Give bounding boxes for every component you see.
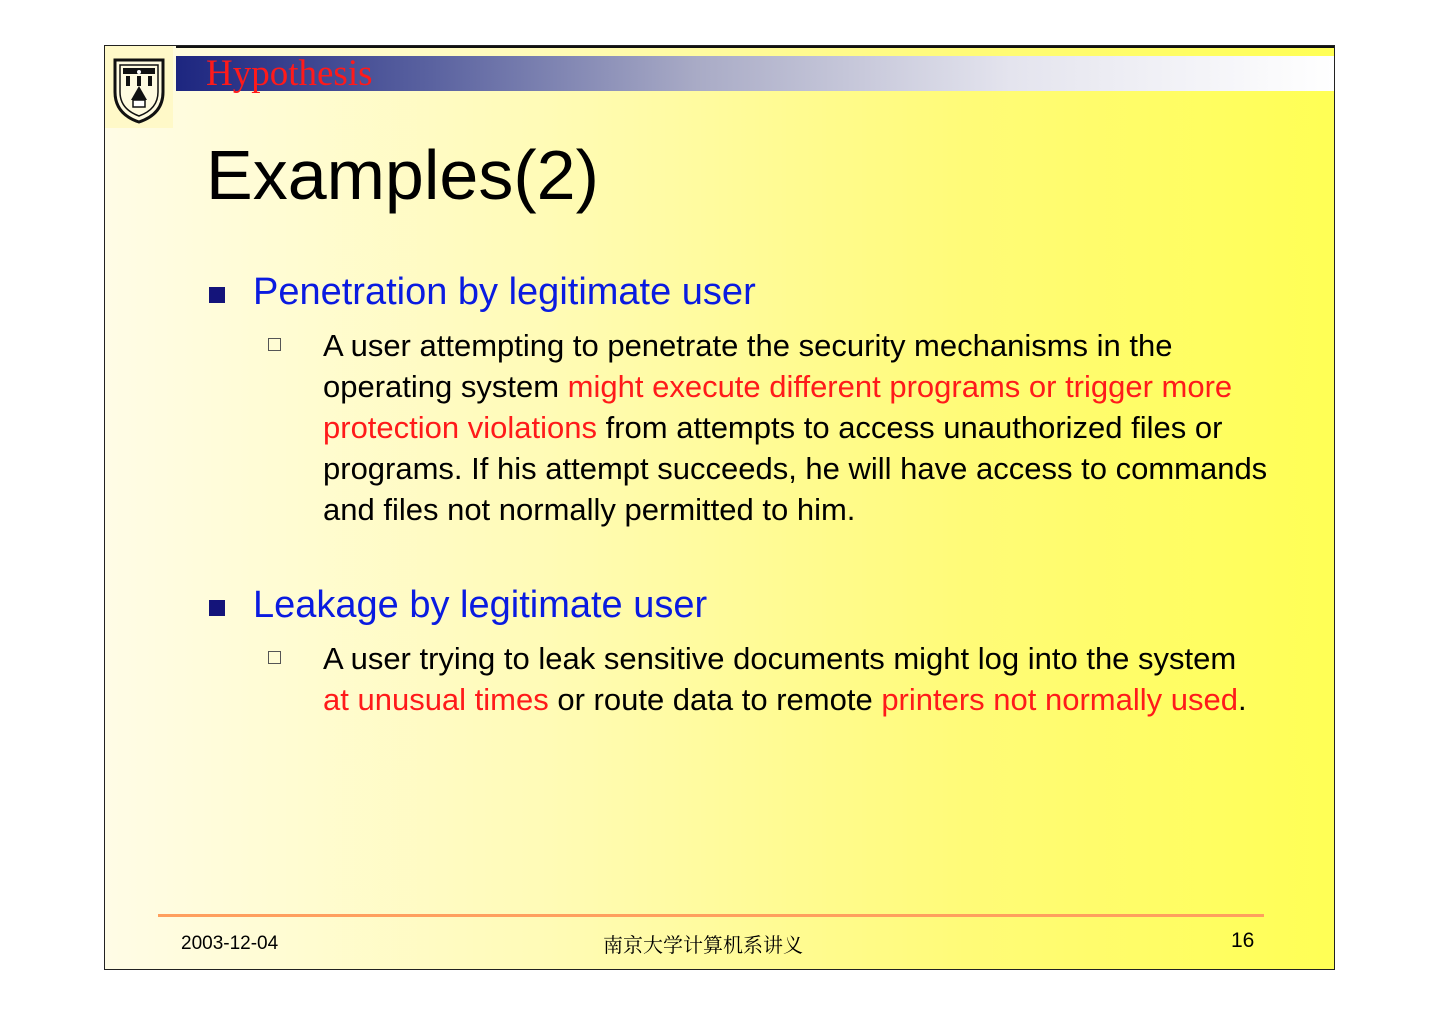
hollow-square-bullet-icon — [268, 651, 281, 664]
highlighted-text-segment: might execute different programs or trigger more protection violations — [323, 369, 1233, 445]
logo-container — [105, 46, 173, 128]
bullet-heading: Leakage by legitimate user — [253, 584, 708, 626]
sub-bullet-text — [323, 325, 1268, 530]
square-bullet-icon — [209, 600, 225, 616]
bullet-heading: Penetration by legitimate user — [253, 271, 756, 313]
text-segment: A user trying to leak sensitive documents might log into the system — [323, 641, 1237, 676]
highlighted-text-segment: at unusual times — [323, 682, 549, 717]
hollow-square-bullet-icon — [268, 338, 281, 351]
text-segment: from attempts to access unauthorized files or programs. If his attempt succeeds, he will have access to commands and files not normally permitted to him. — [323, 410, 1268, 527]
square-bullet-icon — [209, 287, 225, 303]
slide-title: Examples(2) — [206, 136, 599, 214]
sub-bullet-text — [323, 638, 1268, 720]
text-segment: or route data to remote — [548, 682, 882, 717]
slide — [104, 45, 1335, 970]
page-number: 16 — [1231, 929, 1255, 952]
footer-date: 2003-12-04 — [181, 933, 279, 954]
text-segment: A user attempting to penetrate the security mechanisms in the operating system — [323, 328, 1173, 404]
text-segment: . — [1237, 682, 1247, 717]
highlighted-text-segment: printers not normally used — [881, 682, 1238, 717]
footer-course-title: 南京大学计算机系讲义 — [603, 933, 803, 957]
header-top-rule — [176, 46, 1335, 48]
university-seal-icon — [109, 52, 169, 124]
section-label: Hypothesis — [206, 53, 373, 94]
footer-divider — [158, 914, 1264, 917]
